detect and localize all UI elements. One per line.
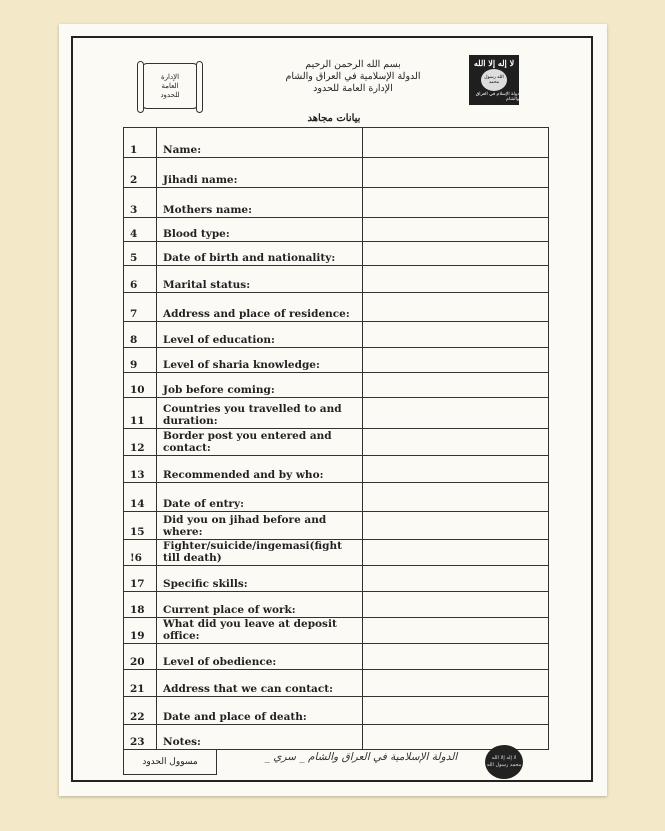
row-number: 9	[124, 348, 157, 373]
document-sheet	[59, 24, 607, 796]
form-table	[123, 127, 549, 750]
row-answer-field[interactable]	[363, 429, 549, 456]
row-answer-field[interactable]	[363, 322, 549, 348]
row-answer-field[interactable]	[363, 618, 549, 644]
footer-logo	[485, 745, 523, 779]
footer-text: الدولة الإسلامية في العراق والشام _ سري _	[264, 751, 458, 763]
row-answer-field[interactable]	[363, 128, 549, 158]
row-number: 19	[124, 618, 157, 644]
row-answer-field[interactable]	[363, 218, 549, 242]
row-number: 5	[124, 242, 157, 266]
form-title: بيانات مجاهد	[307, 113, 361, 124]
row-answer-field[interactable]	[363, 540, 549, 566]
flag-logo	[469, 55, 519, 105]
form-row	[124, 188, 549, 218]
form-row	[124, 398, 549, 429]
scroll-line: للحدود	[160, 90, 180, 99]
form-row	[124, 540, 549, 566]
row-label: Date of birth and nationality:	[157, 242, 363, 266]
logo-bottom-text: دولة الإسلام في العراق والشام	[475, 92, 519, 102]
row-answer-field[interactable]	[363, 188, 549, 218]
footer-logo-top: لا إله إلا الله	[491, 755, 517, 761]
logo-top-text: لا إله إلا الله	[473, 58, 515, 68]
form-row	[124, 697, 549, 725]
form-row	[124, 266, 549, 293]
row-label: Marital status:	[157, 266, 363, 293]
row-number: 21	[124, 670, 157, 697]
row-number: 10	[124, 373, 157, 398]
form-row	[124, 348, 549, 373]
row-answer-field[interactable]	[363, 158, 549, 188]
row-label: Address that we can contact:	[157, 670, 363, 697]
row-answer-field[interactable]	[363, 670, 549, 697]
row-number: 4	[124, 218, 157, 242]
row-label: Jihadi name:	[157, 158, 363, 188]
row-label: Specific skills:	[157, 566, 363, 592]
row-answer-field[interactable]	[363, 266, 549, 293]
row-label: Level of obedience:	[157, 644, 363, 670]
row-answer-field[interactable]	[363, 725, 549, 750]
form-row	[124, 429, 549, 456]
form-row	[124, 128, 549, 158]
row-number: 12	[124, 429, 157, 456]
row-number: 17	[124, 566, 157, 592]
form-row	[124, 644, 549, 670]
row-label: Fighter/suicide/ingemasi(fight till death)	[157, 540, 363, 566]
row-number: 15	[124, 512, 157, 540]
form-row	[124, 293, 549, 322]
row-number: 8	[124, 322, 157, 348]
row-answer-field[interactable]	[363, 373, 549, 398]
row-answer-field[interactable]	[363, 293, 549, 322]
basmala: بسم الله الرحمن الرحيم	[305, 59, 401, 70]
form-row	[124, 456, 549, 483]
row-number: 3	[124, 188, 157, 218]
footer-logo-bottom: محمد رسول الله	[486, 762, 522, 768]
department-name: الإدارة العامة للحدود	[313, 83, 393, 94]
form-row	[124, 218, 549, 242]
row-answer-field[interactable]	[363, 398, 549, 429]
row-label: Countries you travelled to and duration:	[157, 398, 363, 429]
form-row	[124, 566, 549, 592]
row-number: 22	[124, 697, 157, 725]
form-row	[124, 725, 549, 750]
row-answer-field[interactable]	[363, 592, 549, 618]
document-border	[71, 36, 593, 782]
form-row	[124, 158, 549, 188]
row-answer-field[interactable]	[363, 644, 549, 670]
logo-seal: الله رسول محمد	[481, 69, 507, 91]
row-label: Name:	[157, 128, 363, 158]
row-number: !6	[124, 540, 157, 566]
row-label: Blood type:	[157, 218, 363, 242]
row-label: Level of education:	[157, 322, 363, 348]
row-answer-field[interactable]	[363, 483, 549, 512]
form-row	[124, 242, 549, 266]
row-number: 2	[124, 158, 157, 188]
row-number: 20	[124, 644, 157, 670]
row-label: Recommended and by who:	[157, 456, 363, 483]
form-row	[124, 373, 549, 398]
row-answer-field[interactable]	[363, 566, 549, 592]
row-label: Job before coming:	[157, 373, 363, 398]
row-label: Level of sharia knowledge:	[157, 348, 363, 373]
row-number: 13	[124, 456, 157, 483]
form-row	[124, 322, 549, 348]
form-row	[124, 618, 549, 644]
row-label: What did you leave at deposit office:	[157, 618, 363, 644]
row-answer-field[interactable]	[363, 242, 549, 266]
form-row	[124, 512, 549, 540]
header-text	[238, 59, 468, 95]
row-answer-field[interactable]	[363, 348, 549, 373]
row-label: Address and place of residence:	[157, 293, 363, 322]
row-label: Date of entry:	[157, 483, 363, 512]
row-label: Border post you entered and contact:	[157, 429, 363, 456]
row-label: Did you on jihad before and where:	[157, 512, 363, 540]
row-number: 1	[124, 128, 157, 158]
row-answer-field[interactable]	[363, 512, 549, 540]
row-answer-field[interactable]	[363, 697, 549, 725]
form-row	[124, 670, 549, 697]
row-number: 11	[124, 398, 157, 429]
row-number: 6	[124, 266, 157, 293]
row-number: 14	[124, 483, 157, 512]
row-number: 7	[124, 293, 157, 322]
row-label: Mothers name:	[157, 188, 363, 218]
row-number: 18	[124, 592, 157, 618]
row-label: Notes:	[157, 725, 363, 750]
row-number: 23	[124, 725, 157, 750]
stamp-box: مسوول الحدود	[123, 749, 217, 775]
scroll-emblem	[141, 63, 199, 109]
row-label: Current place of work:	[157, 592, 363, 618]
form-row	[124, 592, 549, 618]
row-label: Date and place of death:	[157, 697, 363, 725]
scroll-line: الإدارة	[160, 72, 180, 81]
row-answer-field[interactable]	[363, 456, 549, 483]
scroll-line: العامة	[161, 81, 179, 90]
form-row	[124, 483, 549, 512]
state-name: الدولة الإسلامية في العراق والشام	[285, 71, 421, 82]
